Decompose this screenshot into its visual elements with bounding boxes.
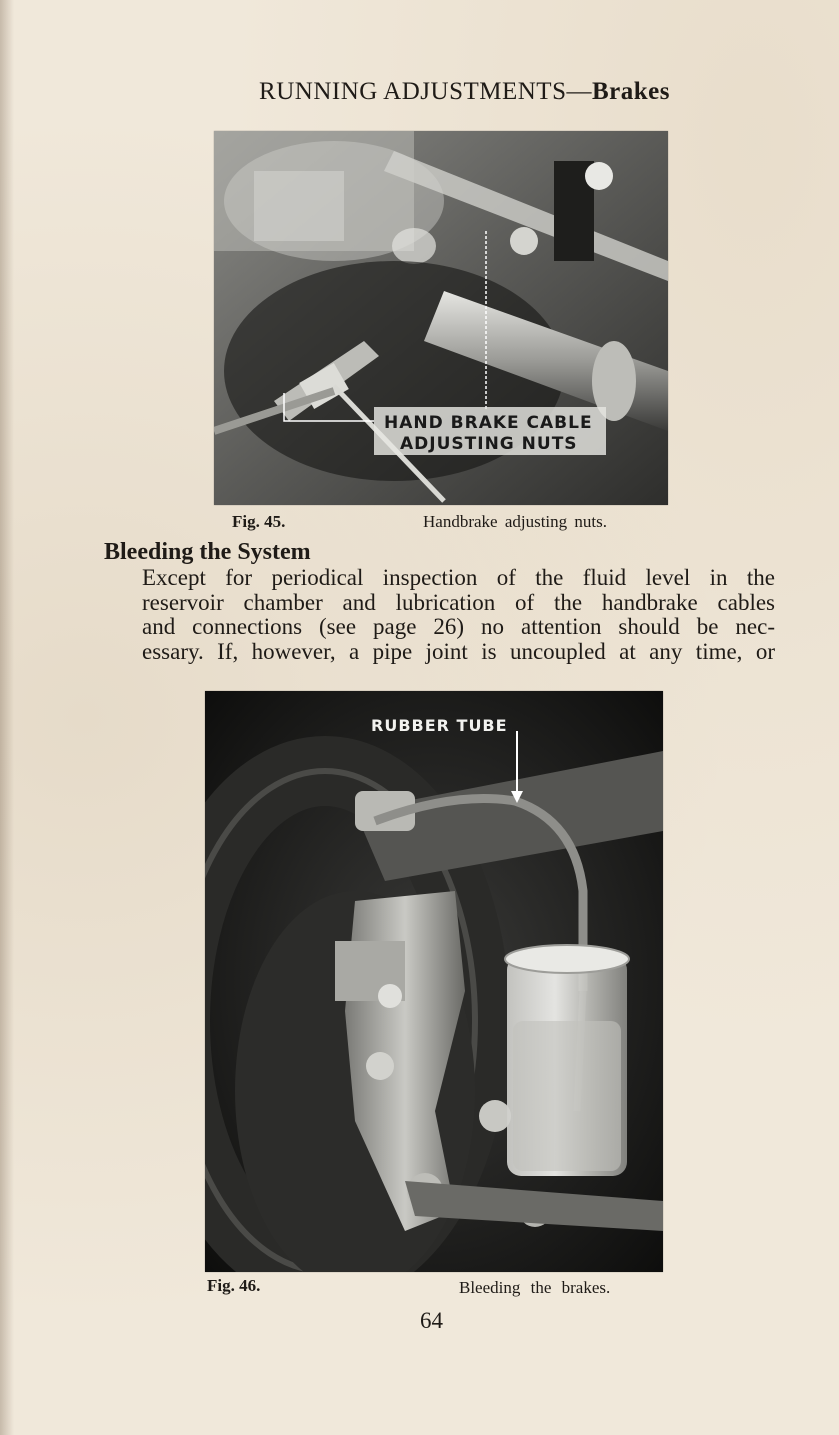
figure-45-overlay-line-2: ADJUSTING NUTS bbox=[400, 434, 578, 454]
page-number: 64 bbox=[420, 1308, 443, 1333]
body-line-3: and connections (see page 26) no attention should be nec- bbox=[142, 614, 775, 639]
body-paragraph bbox=[142, 566, 775, 664]
page-edge-shadow bbox=[0, 0, 14, 1435]
section-heading: Bleeding the System bbox=[104, 539, 311, 565]
figure-45-caption: Handbrake adjusting nuts. bbox=[423, 512, 607, 531]
running-head-section: RUNNING ADJUSTMENTS— bbox=[259, 78, 592, 105]
figure-45-photo bbox=[214, 131, 668, 505]
figure-45-overlay-line-1: HAND BRAKE CABLE bbox=[384, 413, 593, 433]
body-line-4: essary. If, however, a pipe joint is uncoupled at any time, or bbox=[142, 638, 775, 664]
figure-46-overlay-line-1: RUBBER TUBE bbox=[371, 716, 508, 735]
running-head bbox=[0, 78, 839, 106]
figure-46-caption: Bleeding the brakes. bbox=[459, 1278, 611, 1297]
figure-46-label: Fig. 46. bbox=[207, 1276, 261, 1295]
body-line-1: Except for periodical inspection of the fluid level in the bbox=[142, 565, 775, 590]
figure-46-photo bbox=[205, 691, 663, 1272]
body-line-2: reservoir chamber and lubrication of the handbrake cables bbox=[142, 589, 775, 615]
running-head-subsection: Brakes bbox=[591, 78, 670, 105]
figure-45-label: Fig. 45. bbox=[232, 512, 286, 531]
